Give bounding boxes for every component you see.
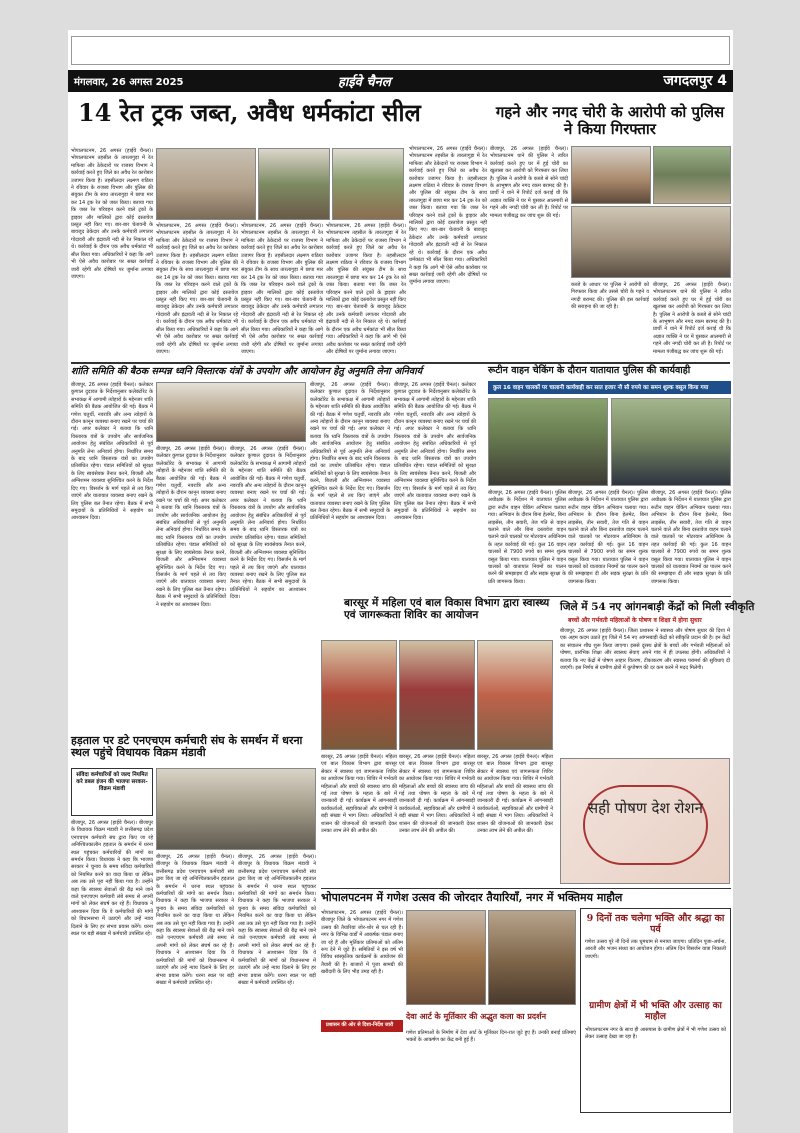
story2-photo-2 <box>653 146 731 204</box>
story2-body: बीजापुर, 26 अगस्त (हाईवे चैनल)। भोपालपटनम थाने की पुलिस ने त्वरित कार्रवाई करते हुए घर में हुई चोरी का खुलासा कर आरोपी को गिरफ्तार कर लिया है। पुलिस ने आरोपी के कब्जे से सोने चांदी के आभूषण और नगद रकम बरामद की है। प्रार्थी ने थाने में रिपोर्ट दर्ज कराई थी कि अज्ञात व्यक्ति ने घर में घुसकर आलमारी से गहने और नगदी चोरी कर ली है। रिपोर्ट पर मामला पंजीबद्ध कर जांच शुरू की गई। <box>490 146 568 219</box>
story7-body: बीजापुर, 26 अगस्त (हाईवे चैनल)। बीजापुर के विधायक विक्रम मंडावी ने छत्तीसगढ़ प्रदेश एनएचएम कर्मचारी संघ द्वारा किए जा रहे अनिश्चितकालीन हड़ताल के समर्थन में धरना स्थल पहुंचकर कर्मचारियों की मांगों का समर्थन किया। विधायक ने कहा कि भाजपा सरकार ने चुनाव के समय संविदा कर्मचारियों को नियमित करने का वादा किया था लेकिन अब तक उसे पूरा नहीं किया गया है। उन्होंने कहा कि स्वास्थ्य सेवाओं की रीढ़ माने जाने वाले एनएचएम कर्मचारी लंबे समय से अपनी मांगों को लेकर संघर्ष कर रहे हैं। विधायक ने आश्वासन दिया कि वे कर्मचारियों की मांगों को विधानसभा में उठाएंगे और उन्हें न्याय दिलाने के लिए हर संभव प्रयास करेंगे। धरना स्थल पर बड़ी संख्या में कर्मचारी उपस्थित रहे। <box>71 820 153 938</box>
story4-body: बीजापुर, 26 अगस्त (हाईवे चैनल)। पुलिस अधीक्षक के निर्देशन में यातायात पुलिस द्वारा रूटीन वाहन चेकिंग अभियान चलाया गया। अभियान के दौरान बिना हेलमेट, बिना लाइसेंस, तीन सवारी, तेज गति से वाहन चलाने वाले और बिना दस्तावेज वाहन चलाने वाले चालकों पर मोटरयान अधिनियम के तहत कार्रवाई की गई। कुल 16 वाहन चालकों से 7900 रुपये का समन शुल्क वसूल किया गया। यातायात पुलिस ने वाहन चालकों को यातायात नियमों का पालन करने की समझाइश दी और सड़क सुरक्षा के प्रति जागरूक किया। <box>488 490 566 585</box>
story6-headline: जिले में 54 नए आंगनबाड़ी केंद्रों को मिली स्वीकृति <box>560 601 755 613</box>
story4-body-col3: बीजापुर, 26 अगस्त (हाईवे चैनल)। पुलिस अधीक्षक के निर्देशन में यातायात पुलिस द्वारा रूटीन वाहन चेकिंग अभियान चलाया गया। अभियान के दौरान बिना हेलमेट, बिना लाइसेंस, तीन सवारी, तेज गति से वाहन चलाने वाले और बिना दस्तावेज वाहन चलाने वाले चालकों पर मोटरयान अधिनियम के तहत कार्रवाई की गई। कुल 16 वाहन चालकों से 7900 रुपये का समन शुल्क वसूल किया गया। यातायात पुलिस ने वाहन चालकों को यातायात नियमों का पालन करने की समझाइश दी और सड़क सुरक्षा के प्रति जागरूक किया। <box>651 490 731 585</box>
story8-sub-banner: प्रशासन की ओर से दिशा-निर्देश जारी <box>321 1020 403 1032</box>
story3-body: बीजापुर, 26 अगस्त (हाईवे चैनल)। कलेक्टर कुणाल दुदावत के निर्देशानुसार कलेक्टोरेट के सभाकक्ष में आगामी त्योहारों के मद्देनजर शांति समिति की बैठक आयोजित की गई। बैठक में गणेश चतुर्थी, नवरात्रि और अन्य त्योहारों के दौरान कानून व्यवस्था बनाए रखने पर चर्चा की गई। अपर कलेक्टर ने बताया कि ध्वनि विस्तारक यंत्रों के उपयोग और सार्वजनिक आयोजन हेतु संबंधित अधिकारियों से पूर्व अनुमति लेना अनिवार्य होगा। निर्धारित समय के बाद ध्वनि विस्तारक यंत्रों का उपयोग प्रतिबंधित रहेगा। पंडाल समितियों को सुरक्षा के लिए स्वयंसेवक तैनात करने, बिजली और अग्निशमन व्यवस्था सुनिश्चित करने के निर्देश दिए गए। विसर्जन के मार्ग पहले से तय किए जाएंगे और यातायात व्यवस्था बनाए रखने के लिए पुलिस बल तैनात रहेगा। बैठक में सभी समुदायों के प्रतिनिधियों ने सहयोग का आश्वासन दिया। <box>71 382 153 522</box>
story8-photo-2 <box>488 910 576 1005</box>
story7-headline: हड़ताल पर डटे एनएचएम कर्मचारी संघ के समर्थन में धरना स्थल पहुंचे विधायक विक्रम मंडावी <box>71 734 303 760</box>
story1-body: भोपालपटनम, 26 अगस्त (हाईवे चैनल)। भोपालपटनम तहसील के तारलागुड़ा में रेत माफिया और ठेकेदारों पर राजस्व विभाग ने कार्रवाई करते हुए जिले का अवैध रेत कारोबार उजागर किया है। तहसीलदार लक्ष्मण राठिया ने रविवार के राजस्व विभाग और पुलिस की संयुक्त टीम के साथ तारलागुड़ा में छापा मार कर 14 ट्रक रेत को जब्त किया। बताया गया कि जब्त रेत परिवहन करने वाले ट्रकों के ड्राइवर और मालिकों द्वारा कोई दस्तावेज प्रस्तुत नहीं किए गए। बार-बार चेतावनी के बावजूद ठेकेदार और उनके कर्मचारी लगातार गोदावरी और इंद्रावती नदी से रेत निकाल रहे थे। कार्रवाई के दौरान एक अवैध धर्मकांटा भी सील किया गया। अधिकारियों ने कहा कि आगे भी ऐसे अवैध कारोबार पर सख्त कार्रवाई जारी रहेगी और दोषियों पर जुर्माना लगाया जाएगा। <box>71 148 153 280</box>
story8-photo-1 <box>406 910 486 1005</box>
story5-body-col2: बारसूर, 26 अगस्त (हाईवे चैनल)। महिला एवं बाल विकास विभाग द्वारा बारसूर सेक्टर में स्वास्थ्य एवं जागरूकता शिविर का आयोजन किया गया। शिविर में गर्भवती महिलाओं और बच्चों की स्वास्थ्य जांच की गई तथा पोषण के महत्व के बारे में जानकारी दी गई। कार्यक्रम में आंगनबाड़ी कार्यकर्ताओं, सहायिकाओं और ग्रामीणों ने बड़ी संख्या में भाग लिया। अधिकारियों ने शासन की योजनाओं की जानकारी देकर उनका लाभ लेने की अपील की। <box>399 754 475 835</box>
story8-headline: भोपालपटनम में गणेश उत्सव की जोरदार तैयारियाँ, नगर में भक्तिमय माहौल <box>321 891 623 904</box>
story2-photo-1 <box>571 146 651 204</box>
newspaper-page <box>68 30 755 1133</box>
top-ad-box <box>71 36 730 65</box>
story4-photo-1 <box>488 398 608 486</box>
story1-body-col3: भोपालपटनम, 26 अगस्त (हाईवे चैनल)। भोपालपटनम तहसील के तारलागुड़ा में रेत माफिया और ठेकेदारों पर राजस्व विभाग ने कार्रवाई करते हुए जिले का अवैध रेत कारोबार उजागर किया है। तहसीलदार लक्ष्मण राठिया ने रविवार के राजस्व विभाग और पुलिस की संयुक्त टीम के साथ तारलागुड़ा में छापा मार कर 14 ट्रक रेत को जब्त किया। बताया गया कि जब्त रेत परिवहन करने वाले ट्रकों के ड्राइवर और मालिकों द्वारा कोई दस्तावेज प्रस्तुत नहीं किए गए। बार-बार चेतावनी के बावजूद ठेकेदार और उनके कर्मचारी लगातार गोदावरी और इंद्रावती नदी से रेत निकाल रहे थे। कार्रवाई के दौरान एक अवैध धर्मकांटा भी सील किया गया। अधिकारियों ने कहा कि आगे भी ऐसे अवैध कारोबार पर सख्त कार्रवाई जारी रहेगी और दोषियों पर जुर्माना लगाया जाएगा। <box>241 223 323 355</box>
story3-body-col3: बीजापुर, 26 अगस्त (हाईवे चैनल)। कलेक्टर कुणाल दुदावत के निर्देशानुसार कलेक्टोरेट के सभाकक्ष में आगामी त्योहारों के मद्देनजर शांति समिति की बैठक आयोजित की गई। बैठक में गणेश चतुर्थी, नवरात्रि और अन्य त्योहारों के दौरान कानून व्यवस्था बनाए रखने पर चर्चा की गई। अपर कलेक्टर ने बताया कि ध्वनि विस्तारक यंत्रों के उपयोग और सार्वजनिक आयोजन हेतु संबंधित अधिकारियों से पूर्व अनुमति लेना अनिवार्य होगा। निर्धारित समय के बाद ध्वनि विस्तारक यंत्रों का उपयोग प्रतिबंधित रहेगा। पंडाल समितियों को सुरक्षा के लिए स्वयंसेवक तैनात करने, बिजली और अग्निशमन व्यवस्था सुनिश्चित करने के निर्देश दिए गए। विसर्जन के मार्ग पहले से तय किए जाएंगे और यातायात व्यवस्था बनाए रखने के लिए पुलिस बल तैनात रहेगा। बैठक में सभी समुदायों के प्रतिनिधियों ने सहयोग का आश्वासन दिया। <box>230 446 306 601</box>
story4-headline: रूटीन वाहन चेकिंग के दौरान यातायात पुलिस की कार्यवाही <box>488 365 691 376</box>
story3-body-col2: बीजापुर, 26 अगस्त (हाईवे चैनल)। कलेक्टर कुणाल दुदावत के निर्देशानुसार कलेक्टोरेट के सभाकक्ष में आगामी त्योहारों के मद्देनजर शांति समिति की बैठक आयोजित की गई। बैठक में गणेश चतुर्थी, नवरात्रि और अन्य त्योहारों के दौरान कानून व्यवस्था बनाए रखने पर चर्चा की गई। अपर कलेक्टर ने बताया कि ध्वनि विस्तारक यंत्रों के उपयोग और सार्वजनिक आयोजन हेतु संबंधित अधिकारियों से पूर्व अनुमति लेना अनिवार्य होगा। निर्धारित समय के बाद ध्वनि विस्तारक यंत्रों का उपयोग प्रतिबंधित रहेगा। पंडाल समितियों को सुरक्षा के लिए स्वयंसेवक तैनात करने, बिजली और अग्निशमन व्यवस्था सुनिश्चित करने के निर्देश दिए गए। विसर्जन के मार्ग पहले से तय किए जाएंगे और यातायात व्यवस्था बनाए रखने के लिए पुलिस बल तैनात रहेगा। बैठक में सभी समुदायों के प्रतिनिधियों ने सहयोग का आश्वासन दिया। <box>156 446 227 608</box>
masthead <box>68 70 733 92</box>
story1-body-col5: भोपालपटनम, 26 अगस्त (हाईवे चैनल)। भोपालपटनम तहसील के तारलागुड़ा में रेत माफिया और ठेकेदारों पर राजस्व विभाग ने कार्रवाई करते हुए जिले का अवैध रेत कारोबार उजागर किया है। तहसीलदार लक्ष्मण राठिया ने रविवार के राजस्व विभाग और पुलिस की संयुक्त टीम के साथ तारलागुड़ा में छापा मार कर 14 ट्रक रेत को जब्त किया। बताया गया कि जब्त रेत परिवहन करने वाले ट्रकों के ड्राइवर और मालिकों द्वारा कोई दस्तावेज प्रस्तुत नहीं किए गए। बार-बार चेतावनी के बावजूद ठेकेदार और उनके कर्मचारी लगातार गोदावरी और इंद्रावती नदी से रेत निकाल रहे थे। कार्रवाई के दौरान एक अवैध धर्मकांटा भी सील किया गया। अधिकारियों ने कहा कि आगे भी ऐसे अवैध कारोबार पर सख्त कार्रवाई जारी रहेगी और दोषियों पर जुर्माना लगाया जाएगा। <box>409 146 487 286</box>
story4-photo-2 <box>611 398 731 486</box>
page-number: 4 <box>717 73 727 89</box>
story2-caption: कब्जे के आधार पर पुलिस ने आरोपी को गिरफ्तार किया और उससे चोरी के गहने व नगदी बरामद की। पुलिस की इस कार्रवाई की सराहना की जा रही है। <box>571 282 649 311</box>
story2-headline: गहने और नगद चोरी के आरोपी को पुलिस ने किया गिरफ्तार <box>495 103 725 138</box>
story1-photo-1 <box>156 148 256 220</box>
story5-photo-1 <box>321 640 397 750</box>
story5-photo-3 <box>477 640 553 750</box>
story6-body: बीजापुर, 26 अगस्त (हाईवे चैनल)। जिला प्रशासन ने स्वास्थ्य और पोषण सुधार की दिशा में एक अहम कदम उठाते हुए जिले में 54 नए आंगनबाड़ी केंद्रों को स्वीकृति प्रदान की है। इन केंद्रों का संचालन शीघ्र शुरू किया जाएगा। इससे दूरस्थ क्षेत्रों के बच्चों और गर्भवती महिलाओं को पोषण, प्रारंभिक शिक्षा और स्वास्थ्य सेवाएं अपने गांव में ही उपलब्ध होंगी। अधिकारियों ने बताया कि नए केंद्रों में पोषण आहार वितरण, टीकाकरण और स्वास्थ्य परामर्श की सुविधाएं दी जाएंगी। इस निर्णय से ग्रामीण क्षेत्रों में कुपोषण की दर कम करने में मदद मिलेगी। <box>560 628 730 672</box>
story9-box <box>580 908 731 1113</box>
story7-body-col3: बीजापुर, 26 अगस्त (हाईवे चैनल)। बीजापुर के विधायक विक्रम मंडावी ने छत्तीसगढ़ प्रदेश एनएचएम कर्मचारी संघ द्वारा किए जा रहे अनिश्चितकालीन हड़ताल के समर्थन में धरना स्थल पहुंचकर कर्मचारियों की मांगों का समर्थन किया। विधायक ने कहा कि भाजपा सरकार ने चुनाव के समय संविदा कर्मचारियों को नियमित करने का वादा किया था लेकिन अब तक उसे पूरा नहीं किया गया है। उन्होंने कहा कि स्वास्थ्य सेवाओं की रीढ़ माने जाने वाले एनएचएम कर्मचारी लंबे समय से अपनी मांगों को लेकर संघर्ष कर रहे हैं। विधायक ने आश्वासन दिया कि वे कर्मचारियों की मांगों को विधानसभा में उठाएंगे और उन्हें न्याय दिलाने के लिए हर संभव प्रयास करेंगे। धरना स्थल पर बड़ी संख्या में कर्मचारी उपस्थित रहे। <box>238 854 316 986</box>
story3-headline: शांति समिति की बैठक सम्पन्न ध्वनि विस्तारक यंत्रों के उपयोग और आयोजन हेतु अनुमति लेना अनिवार्य <box>71 366 423 377</box>
edition-city: जगदलपुर 4 <box>663 73 727 89</box>
story5-headline: बारसूर में महिला एवं बाल विकास विभाग द्वारा स्वास्थ्य एवं जागरूकता शिविर का आयोजन <box>344 597 550 621</box>
story8-body: भोपालपटनम, 26 अगस्त (हाईवे चैनल)। बीजापुर जिले के भोपालपटनम नगर में गणेश उत्सव की तैयारियां जोर-शोर से चल रही हैं। नगर के विभिन्न वार्डों में आकर्षक पंडाल बनाए जा रहे हैं और मूर्तिकार प्रतिमाओं को अंतिम रूप देने में जुटे हैं। समितियों ने इस वर्ष भी विविध सांस्कृतिक कार्यक्रमों के आयोजन की तैयारी की है। बाजारों में पूजा सामग्री की खरीदारी के लिए भीड़ उमड़ रही है। <box>321 910 403 976</box>
story2-photo-group <box>571 206 731 278</box>
story9-body: गणेश उत्सव पूरे नौ दिनों तक धूमधाम से मनाया जाएगा। प्रतिदिन पूजा-अर्चना, आरती और भजन संध्या का आयोजन होगा। अंतिम दिन विसर्जन यात्रा निकाली जाएगी। <box>585 939 726 960</box>
story2-body-col3: बीजापुर, 26 अगस्त (हाईवे चैनल)। भोपालपटनम थाने की पुलिस ने त्वरित कार्रवाई करते हुए घर में हुई चोरी का खुलासा कर आरोपी को गिरफ्तार कर लिया है। पुलिस ने आरोपी के कब्जे से सोने चांदी के आभूषण और नगद रकम बरामद की है। प्रार्थी ने थाने में रिपोर्ट दर्ज कराई थी कि अज्ञात व्यक्ति ने घर में घुसकर आलमारी से गहने और नगदी चोरी कर ली है। रिपोर्ट पर मामला पंजीबद्ध कर जांच शुरू की गई। <box>653 282 731 355</box>
story7-quote: संविदा कर्मचारियों को जल्द नियमित करे डबल इंजन की भाजपा सरकार- विक्रम मंडावी <box>76 772 148 792</box>
story7-photo <box>156 768 316 850</box>
story9-headline-2: ग्रामीण क्षेत्रों में भी भक्ति और उत्साह का माहौल <box>589 1001 722 1022</box>
divider-1 <box>71 362 730 364</box>
story4-banner: कुल 16 वाहन चालकों पर चालानी कार्यवाही कर सात हजार नौ सौ रुपये का समन शुल्क वसूल किया गया <box>488 381 731 394</box>
story1-body-col4: भोपालपटनम, 26 अगस्त (हाईवे चैनल)। भोपालपटनम तहसील के तारलागुड़ा में रेत माफिया और ठेकेदारों पर राजस्व विभाग ने कार्रवाई करते हुए जिले का अवैध रेत कारोबार उजागर किया है। तहसीलदार लक्ष्मण राठिया ने रविवार के राजस्व विभाग और पुलिस की संयुक्त टीम के साथ तारलागुड़ा में छापा मार कर 14 ट्रक रेत को जब्त किया। बताया गया कि जब्त रेत परिवहन करने वाले ट्रकों के ड्राइवर और मालिकों द्वारा कोई दस्तावेज प्रस्तुत नहीं किए गए। बार-बार चेतावनी के बावजूद ठेकेदार और उनके कर्मचारी लगातार गोदावरी और इंद्रावती नदी से रेत निकाल रहे थे। कार्रवाई के दौरान एक अवैध धर्मकांटा भी सील किया गया। अधिकारियों ने कहा कि आगे भी ऐसे अवैध कारोबार पर सख्त कार्रवाई जारी रहेगी और दोषियों पर जुर्माना लगाया जाएगा। <box>326 223 406 355</box>
story3-body-col4: बीजापुर, 26 अगस्त (हाईवे चैनल)। कलेक्टर कुणाल दुदावत के निर्देशानुसार कलेक्टोरेट के सभाकक्ष में आगामी त्योहारों के मद्देनजर शांति समिति की बैठक आयोजित की गई। बैठक में गणेश चतुर्थी, नवरात्रि और अन्य त्योहारों के दौरान कानून व्यवस्था बनाए रखने पर चर्चा की गई। अपर कलेक्टर ने बताया कि ध्वनि विस्तारक यंत्रों के उपयोग और सार्वजनिक आयोजन हेतु संबंधित अधिकारियों से पूर्व अनुमति लेना अनिवार्य होगा। निर्धारित समय के बाद ध्वनि विस्तारक यंत्रों का उपयोग प्रतिबंधित रहेगा। पंडाल समितियों को सुरक्षा के लिए स्वयंसेवक तैनात करने, बिजली और अग्निशमन व्यवस्था सुनिश्चित करने के निर्देश दिए गए। विसर्जन के मार्ग पहले से तय किए जाएंगे और यातायात व्यवस्था बनाए रखने के लिए पुलिस बल तैनात रहेगा। बैठक में सभी समुदायों के प्रतिनिधियों ने सहयोग का आश्वासन दिया। <box>310 382 390 522</box>
story9-body-2: भोपालपटनम नगर के साथ ही आसपास के ग्रामीण क्षेत्रों में भी गणेश उत्सव को लेकर उत्साह देखा जा रहा है। <box>585 1027 726 1041</box>
story7-quote-box <box>71 768 153 816</box>
story4-body-col2: बीजापुर, 26 अगस्त (हाईवे चैनल)। पुलिस अधीक्षक के निर्देशन में यातायात पुलिस द्वारा रूटीन वाहन चेकिंग अभियान चलाया गया। अभियान के दौरान बिना हेलमेट, बिना लाइसेंस, तीन सवारी, तेज गति से वाहन चलाने वाले और बिना दस्तावेज वाहन चलाने वाले चालकों पर मोटरयान अधिनियम के तहत कार्रवाई की गई। कुल 16 वाहन चालकों से 7900 रुपये का समन शुल्क वसूल किया गया। यातायात पुलिस ने वाहन चालकों को यातायात नियमों का पालन करने की समझाइश दी और सड़क सुरक्षा के प्रति जागरूक किया। <box>568 490 648 585</box>
story6-poster <box>560 758 730 884</box>
story1-photo-2 <box>258 148 330 220</box>
story5-body: बारसूर, 26 अगस्त (हाईवे चैनल)। महिला एवं बाल विकास विभाग द्वारा बारसूर सेक्टर में स्वास्थ्य एवं जागरूकता शिविर का आयोजन किया गया। शिविर में गर्भवती महिलाओं और बच्चों की स्वास्थ्य जांच की गई तथा पोषण के महत्व के बारे में जानकारी दी गई। कार्यक्रम में आंगनबाड़ी कार्यकर्ताओं, सहायिकाओं और ग्रामीणों ने बड़ी संख्या में भाग लिया। अधिकारियों ने शासन की योजनाओं की जानकारी देकर उनका लाभ लेने की अपील की। <box>321 754 397 835</box>
paper-name: हाईवे चैनल <box>338 75 391 90</box>
story1-photo-3 <box>332 148 404 220</box>
story6-subheading: बच्चों और गर्भवती महिलाओं के पोषण व शिक्षा में होगा सुधार <box>568 617 702 624</box>
divider-3 <box>321 888 731 889</box>
poster-text: सही पोषण देश रोशन <box>583 785 708 865</box>
story5-photo-2 <box>399 640 475 750</box>
story1-body-col2: भोपालपटनम, 26 अगस्त (हाईवे चैनल)। भोपालपटनम तहसील के तारलागुड़ा में रेत माफिया और ठेकेदारों पर राजस्व विभाग ने कार्रवाई करते हुए जिले का अवैध रेत कारोबार उजागर किया है। तहसीलदार लक्ष्मण राठिया ने रविवार के राजस्व विभाग और पुलिस की संयुक्त टीम के साथ तारलागुड़ा में छापा मार कर 14 ट्रक रेत को जब्त किया। बताया गया कि जब्त रेत परिवहन करने वाले ट्रकों के ड्राइवर और मालिकों द्वारा कोई दस्तावेज प्रस्तुत नहीं किए गए। बार-बार चेतावनी के बावजूद ठेकेदार और उनके कर्मचारी लगातार गोदावरी और इंद्रावती नदी से रेत निकाल रहे थे। कार्रवाई के दौरान एक अवैध धर्मकांटा भी सील किया गया। अधिकारियों ने कहा कि आगे भी ऐसे अवैध कारोबार पर सख्त कार्रवाई जारी रहेगी और दोषियों पर जुर्माना लगाया जाएगा। <box>156 223 238 355</box>
story8-caption-body: गणेश प्रतिमाओं के निर्माण में देवा आर्ट के मूर्तिकार दिन-रात जुटे हुए हैं। उनकी बनाई प्रतिमाएं भक्तों के आकर्षण का केंद्र बनी हुई हैं। <box>406 1030 576 1044</box>
story3-body-col5: बीजापुर, 26 अगस्त (हाईवे चैनल)। कलेक्टर कुणाल दुदावत के निर्देशानुसार कलेक्टोरेट के सभाकक्ष में आगामी त्योहारों के मद्देनजर शांति समिति की बैठक आयोजित की गई। बैठक में गणेश चतुर्थी, नवरात्रि और अन्य त्योहारों के दौरान कानून व्यवस्था बनाए रखने पर चर्चा की गई। अपर कलेक्टर ने बताया कि ध्वनि विस्तारक यंत्रों के उपयोग और सार्वजनिक आयोजन हेतु संबंधित अधिकारियों से पूर्व अनुमति लेना अनिवार्य होगा। निर्धारित समय के बाद ध्वनि विस्तारक यंत्रों का उपयोग प्रतिबंधित रहेगा। पंडाल समितियों को सुरक्षा के लिए स्वयंसेवक तैनात करने, बिजली और अग्निशमन व्यवस्था सुनिश्चित करने के निर्देश दिए गए। विसर्जन के मार्ग पहले से तय किए जाएंगे और यातायात व्यवस्था बनाए रखने के लिए पुलिस बल तैनात रहेगा। बैठक में सभी समुदायों के प्रतिनिधियों ने सहयोग का आश्वासन दिया। <box>394 382 476 522</box>
story5-body-col3: बारसूर, 26 अगस्त (हाईवे चैनल)। महिला एवं बाल विकास विभाग द्वारा बारसूर सेक्टर में स्वास्थ्य एवं जागरूकता शिविर का आयोजन किया गया। शिविर में गर्भवती महिलाओं और बच्चों की स्वास्थ्य जांच की गई तथा पोषण के महत्व के बारे में जानकारी दी गई। कार्यक्रम में आंगनबाड़ी कार्यकर्ताओं, सहायिकाओं और ग्रामीणों ने बड़ी संख्या में भाग लिया। अधिकारियों ने शासन की योजनाओं की जानकारी देकर उनका लाभ लेने की अपील की। <box>477 754 553 835</box>
story1-headline: 14 रेत ट्रक जब्त, अवैध धर्मकांटा सील <box>78 98 421 127</box>
story7-body-col2: बीजापुर, 26 अगस्त (हाईवे चैनल)। बीजापुर के विधायक विक्रम मंडावी ने छत्तीसगढ़ प्रदेश एनएचएम कर्मचारी संघ द्वारा किए जा रहे अनिश्चितकालीन हड़ताल के समर्थन में धरना स्थल पहुंचकर कर्मचारियों की मांगों का समर्थन किया। विधायक ने कहा कि भाजपा सरकार ने चुनाव के समय संविदा कर्मचारियों को नियमित करने का वादा किया था लेकिन अब तक उसे पूरा नहीं किया गया है। उन्होंने कहा कि स्वास्थ्य सेवाओं की रीढ़ माने जाने वाले एनएचएम कर्मचारी लंबे समय से अपनी मांगों को लेकर संघर्ष कर रहे हैं। विधायक ने आश्वासन दिया कि वे कर्मचारियों की मांगों को विधानसभा में उठाएंगे और उन्हें न्याय दिलाने के लिए हर संभव प्रयास करेंगे। धरना स्थल पर बड़ी संख्या में कर्मचारी उपस्थित रहे। <box>156 854 234 986</box>
story8-caption: देवा आर्ट के मूर्तिकार की अद्भुत कला का प्रदर्शन <box>406 1011 547 1021</box>
story9-headline: 9 दिनों तक चलेगा भक्ति और श्रद्धा का पर्व <box>586 913 725 935</box>
issue-date: मंगलवार, 26 अगस्त 2025 <box>74 77 184 88</box>
story3-photo <box>156 382 306 442</box>
